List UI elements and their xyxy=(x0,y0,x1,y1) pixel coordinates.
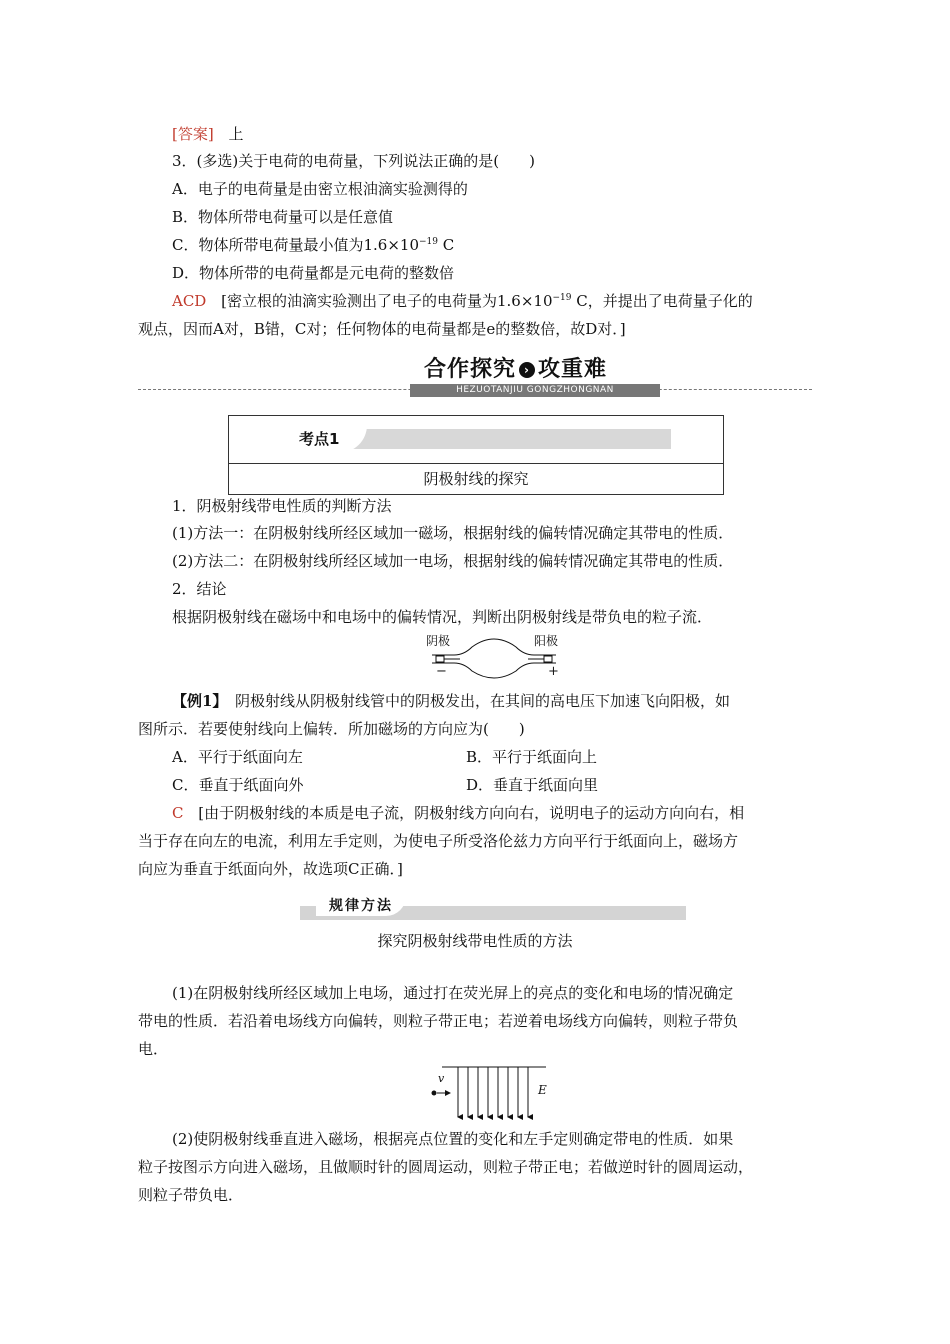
q3-explain-1a: [密立根的油滴实验测出了电子的电荷量为1.6×10 xyxy=(221,292,553,310)
kaodian-label: 考点1 xyxy=(281,425,367,453)
field-label: E xyxy=(538,1083,547,1097)
body1-method-2: (2)方法二：在阴极射线所经区域加一电场，根据射线的偏转情况确定其带电的性质． xyxy=(172,552,734,570)
q3-option-b: B．物体所带电荷量可以是任意值 xyxy=(172,208,394,226)
section-banner-title-2: 攻重难 xyxy=(538,357,608,382)
q3-option-c xyxy=(172,235,454,255)
cathode-ray-tube-figure xyxy=(424,633,564,679)
kaodian-box xyxy=(228,415,724,495)
answer-line xyxy=(172,124,244,144)
section-banner-title-1: 合作探究 xyxy=(424,357,517,382)
q3-stem: 3．(多选)关于电荷的电荷量，下列说法正确的是( ) xyxy=(172,152,535,170)
body1-heading: 1．阴极射线带电性质的判断方法 xyxy=(172,497,392,515)
example1-explanation-2: 当于存在向左的电流，利用左手定则，为使电子所受洛伦兹力方向平行于纸面向上，磁场方 xyxy=(138,832,739,850)
method-p2-line-3: 则粒子带负电． xyxy=(138,1186,244,1204)
method-p1-line-3: 电． xyxy=(138,1040,169,1058)
example1-line-2: 图所示．若要使射线向上偏转．所加磁场的方向应为( ) xyxy=(138,720,525,738)
q3-explanation-1 xyxy=(172,291,753,311)
q3-option-c-unit: C xyxy=(438,236,455,254)
q3-explain-1b: C，并提出了电荷量子化的 xyxy=(571,292,753,310)
q3-explain-exp: −19 xyxy=(552,293,572,303)
body1-conclusion-heading: 2．结论 xyxy=(172,580,227,598)
rule-title: 探究阴极射线带电性质的方法 xyxy=(377,932,573,950)
chevron-right-icon: › xyxy=(519,362,535,378)
q3-answer-key: ACD xyxy=(172,292,207,310)
example1-explanation-1 xyxy=(172,803,744,823)
section-banner xyxy=(410,352,660,398)
q3-option-d: D．物体所带的电荷量都是元电荷的整数倍 xyxy=(172,264,455,282)
method-p2-line-2: 粒子按图示方向进入磁场，且做顺时针的圆周运动，则粒子带正电；若做逆时针的圆周运动， xyxy=(138,1158,754,1176)
cathode-label: 阴极 xyxy=(426,634,451,648)
example1-option-c: C．垂直于纸面向外 xyxy=(172,776,304,794)
example1-option-b: B．平行于纸面向上 xyxy=(466,748,598,766)
minus-sign: − xyxy=(436,664,447,679)
method-p1-line-1: (1)在阴极射线所经区域加上电场，通过打在荧光屏上的亮点的变化和电场的情况确定 xyxy=(172,984,734,1002)
example1-exp-1: [由于阴极射线的本质是电子流，阴极射线方向向右，说明电子的运动方向向右，相 xyxy=(198,804,745,822)
kaodian-box-header xyxy=(229,416,723,464)
q3-option-a: A．电子的电荷量是由密立根油滴实验测得的 xyxy=(172,180,468,198)
example1-line-1 xyxy=(172,691,730,711)
method-p1-line-2: 带电的性质．若沿着电场线方向偏转，则粒子带正电；若逆着电场线方向偏转，则粒子带负 xyxy=(138,1012,739,1030)
plus-sign: + xyxy=(548,664,559,679)
method-p2-line-1: (2)使阴极射线垂直进入磁场，根据亮点位置的变化和左手定则确定带电的性质．如果 xyxy=(172,1130,734,1148)
rule-label: 规律方法 xyxy=(316,896,406,916)
q3-option-c-exp: −19 xyxy=(419,237,438,247)
body1-conclusion: 根据阴极射线在磁场中和电场中的偏转情况，判断出阴极射线是带负电的粒子流． xyxy=(172,608,713,626)
q3-explanation-2: 观点，因而A对，B错，C对；任何物体的电荷量都是e的整数倍，故D对．] xyxy=(138,320,626,338)
example1-option-d: D．垂直于纸面向里 xyxy=(466,776,599,794)
section-banner-subtitle: HEZUOTANJIU GONGZHONGNAN xyxy=(410,384,660,397)
kaodian-topic: 阴极射线的探究 xyxy=(423,470,529,488)
example1-text-1: 阴极射线从阴极射线管中的阴极发出，在其间的高电压下加速飞向阳极，如 xyxy=(219,692,730,710)
example1-tag: 【例1】 xyxy=(172,692,220,710)
anode-label: 阳极 xyxy=(534,634,559,648)
electric-field-diagram xyxy=(428,1065,554,1123)
velocity-label: v xyxy=(438,1072,445,1085)
section-banner-title xyxy=(424,352,607,383)
example1-answer-key: C xyxy=(172,804,184,822)
answer-value: 上 xyxy=(228,125,244,143)
body1-method-1: (1)方法一：在阴极射线所经区域加一磁场，根据射线的偏转情况确定其带电的性质． xyxy=(172,524,734,542)
q3-option-c-text: C．物体所带电荷量最小值为1.6×10 xyxy=(172,236,419,254)
answer-tag: [答案] xyxy=(172,125,214,143)
example1-explanation-3: 向应为垂直于纸面向外，故选项C正确．] xyxy=(138,860,403,878)
example1-option-a: A．平行于纸面向左 xyxy=(172,748,303,766)
electric-field-figure xyxy=(428,1065,554,1123)
